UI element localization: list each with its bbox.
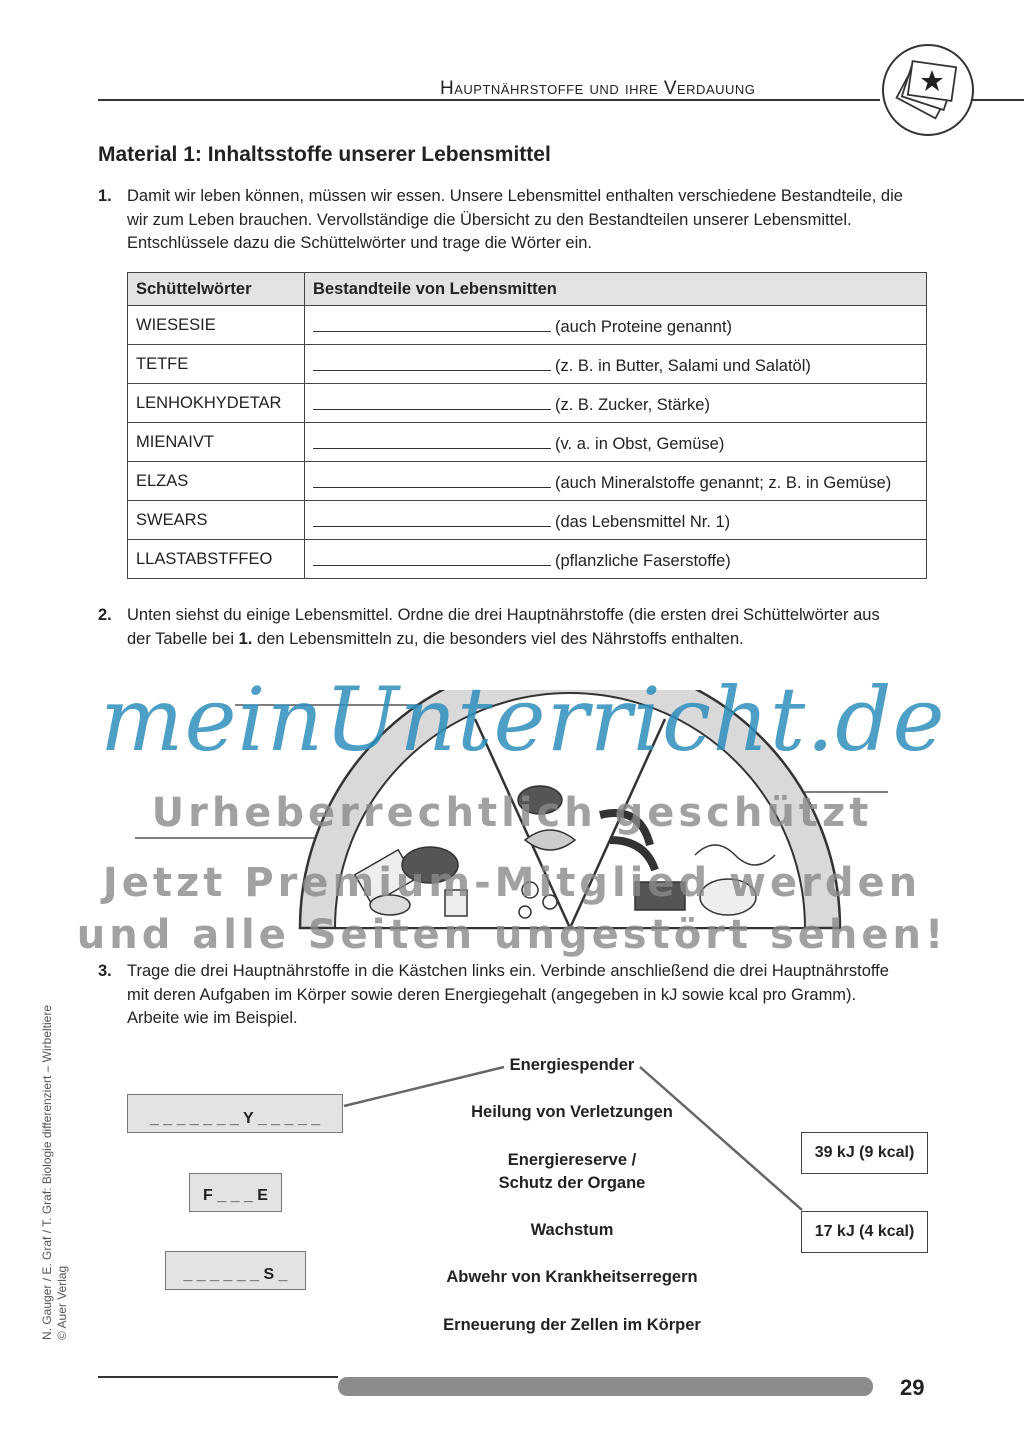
watermark-line-1: Urheberrechtlich geschützt <box>151 790 873 836</box>
component-hint: (z. B. Zucker, Stärke) <box>555 395 710 414</box>
task-2-text-b: den Lebensmitteln zu, die besonders viel des Nährstoffs enthalten. <box>252 629 744 648</box>
function-energy-reserve[interactable] <box>422 1149 722 1195</box>
nutrient-box-fat[interactable]: F _ _ _ E <box>189 1173 282 1212</box>
shuffle-word: WIESESIE <box>128 306 305 345</box>
task-3-number: 3. <box>98 962 112 980</box>
energy-box-39kj[interactable]: 39 kJ (9 kcal) <box>801 1132 928 1174</box>
function-wound-healing[interactable]: Heilung von Verletzungen <box>471 1103 673 1121</box>
task-2-number: 2. <box>98 606 112 624</box>
side-credits-authors: N. Gauger / E. Graf / T. Graf: Biologie differenziert – Wirbeltiere <box>40 1004 54 1340</box>
watermark-line-3: und alle Seiten ungestört sehen! <box>76 912 948 958</box>
footer-rule <box>98 1376 338 1378</box>
task-2-bold-ref: 1. <box>238 629 253 648</box>
task-2-text-a: Unten siehst du einige Lebensmittel. Ordne die drei Hauptnährstoffe (die ersten drei Schüttelwörter aus der Tabelle bei <box>127 606 880 648</box>
shuffle-word: MIENAIVT <box>128 423 305 462</box>
side-credits <box>40 1005 70 1340</box>
component-hint: (auch Proteine genannt) <box>555 317 733 336</box>
shuffle-word: TETFE <box>128 345 305 384</box>
watermark-line-2: Jetzt Premium-Mitglied werden <box>102 860 922 906</box>
function-energy-reserve-line2: Schutz der Organe <box>498 1174 646 1192</box>
component-hint: (z. B. in Butter, Salami und Salatöl) <box>555 356 811 375</box>
material-title: Material 1: Inhaltsstoffe unserer Lebensmittel <box>98 143 551 166</box>
shuffle-word: LLASTABSTFFEO <box>128 540 305 579</box>
component-hint: (auch Mineralstoffe genannt; z. B. in Gemüse) <box>555 473 892 492</box>
shuffle-word: SWEARS <box>128 501 305 540</box>
function-cell-renewal[interactable]: Erneuerung der Zellen im Körper <box>443 1316 701 1334</box>
header-title: Hauptnährstoffe und ihre Verdauung <box>440 78 756 99</box>
watermark-logo: meinUnterricht.de <box>100 668 946 771</box>
function-energy-reserve-line1: Energiereserve / <box>507 1151 637 1169</box>
shuffle-word: LENHOKHYDETAR <box>128 384 305 423</box>
side-credits-publisher: © Auer Verlag <box>55 1265 69 1340</box>
component-hint: (pflanzliche Faserstoffe) <box>555 551 731 570</box>
nutrient-box-protein[interactable]: _ _ _ _ _ _ _ Y _ _ _ _ _ <box>127 1094 343 1133</box>
function-pathogen-defense[interactable]: Abwehr von Krankheitserregern <box>446 1268 698 1286</box>
function-growth[interactable]: Wachstum <box>530 1221 614 1239</box>
component-hint: (das Lebensmittel Nr. 1) <box>555 512 731 531</box>
page-number: 29 <box>900 1375 925 1400</box>
footer-bar <box>338 1377 873 1396</box>
energy-box-17kj[interactable]: 17 kJ (4 kcal) <box>801 1211 928 1253</box>
function-energy-supplier[interactable]: Energiespender <box>509 1056 635 1074</box>
shuffle-word: ELZAS <box>128 462 305 501</box>
task-1-number: 1. <box>98 187 112 205</box>
component-hint: (v. a. in Obst, Gemüse) <box>555 434 725 453</box>
table-header-components: Bestandteile von Lebensmitten <box>305 273 927 306</box>
table-header-words: Schüttelwörter <box>128 273 305 306</box>
nutrient-box-carbs[interactable]: _ _ _ _ _ _ S _ <box>165 1251 306 1290</box>
task-3-text: Trage die drei Hauptnährstoffe in die Kästchen links ein. Verbinde anschließend die drei Hauptnährstoffe mit deren Aufgaben im Körper sowie deren Energiegehalt (angegeben in kJ sowie kcal pro Gramm). Arbeite wie im Beispiel. <box>127 962 889 1027</box>
task-1-text: Damit wir leben können, müssen wir essen. Unsere Lebensmittel enthalten verschiedene Bestandteile, die wir zum Leben brauchen. Vervollständige die Übersicht zu den Bestandteilen unserer Lebensmittel. Entschlüssele dazu die Schüttelwörter und trage die Wörter ein. <box>127 187 903 252</box>
